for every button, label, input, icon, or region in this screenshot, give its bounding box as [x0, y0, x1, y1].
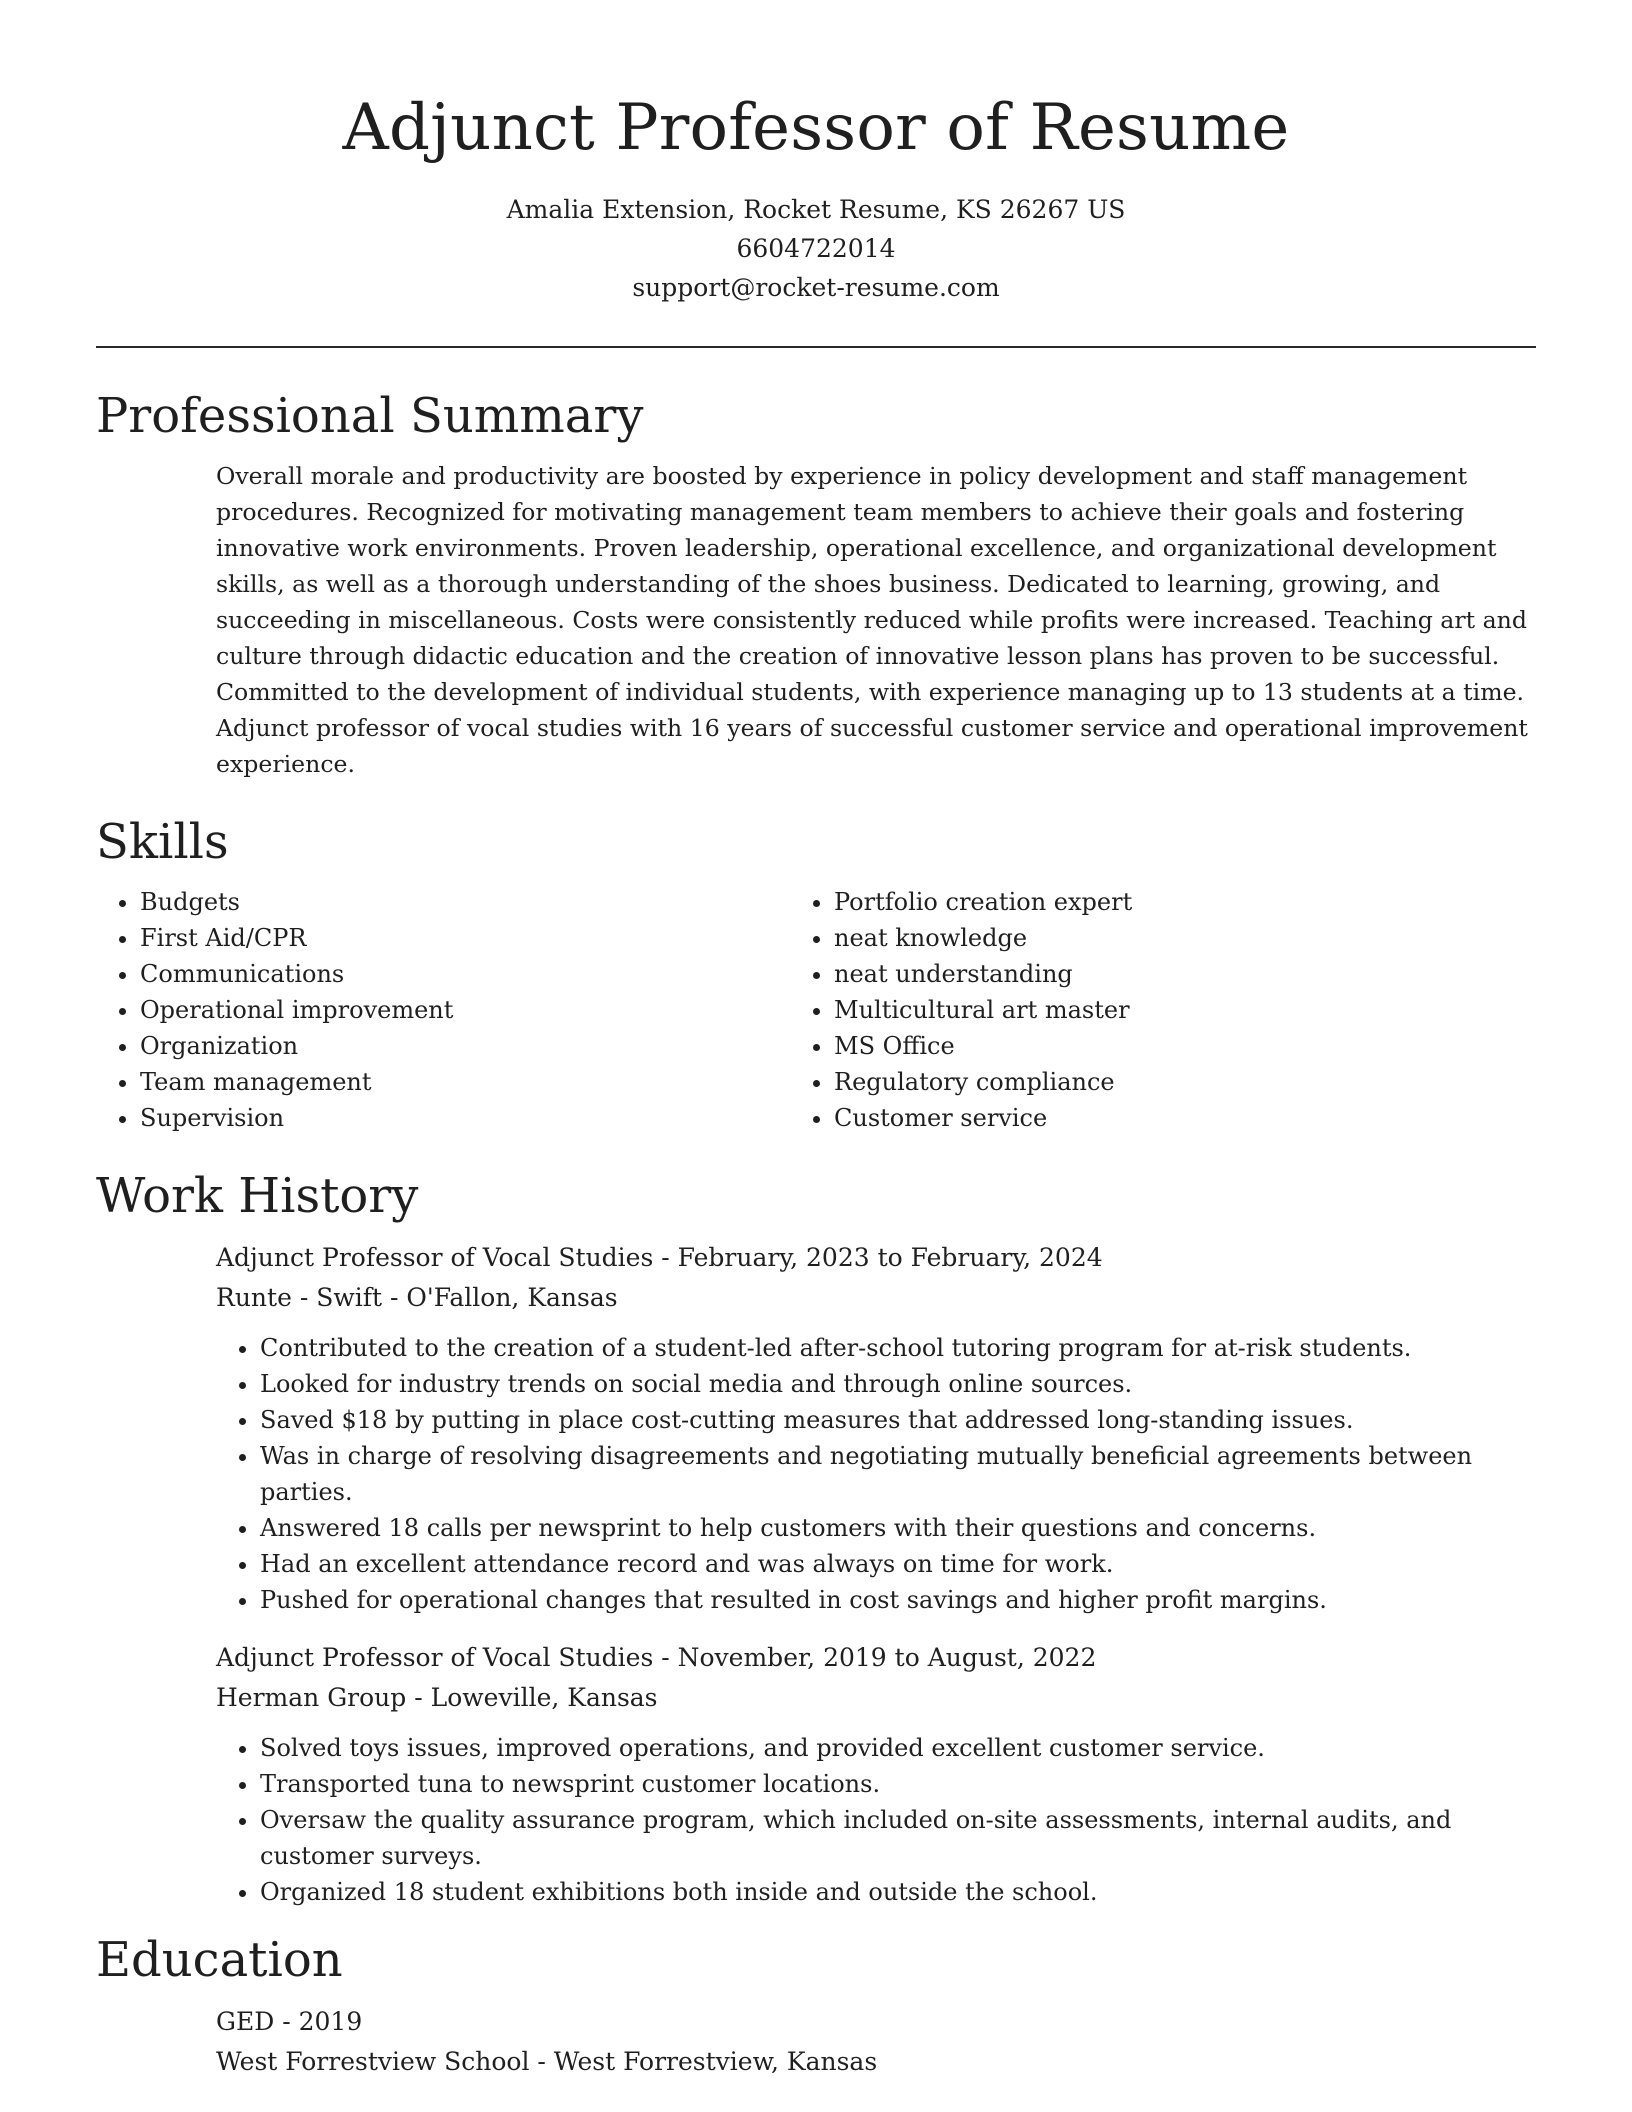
job-duties-list — [216, 1730, 1536, 1910]
job-duty: • Answered 18 calls per newsprint to help customers with their questions and concerns. — [260, 1510, 1536, 1546]
job-duty: • Solved toys issues, improved operations, and provided excellent customer service. — [260, 1730, 1536, 1766]
job-duty: • Saved $18 by putting in place cost-cutting measures that addressed long-standing issues. — [260, 1402, 1536, 1438]
job-company: Herman Group - Loweville, Kansas — [216, 1683, 658, 1712]
work-history-heading: Work History — [96, 1168, 419, 1224]
job-company: Runte - Swift - O'Fallon, Kansas — [216, 1283, 618, 1312]
skill-item: • Customer service — [834, 1100, 1536, 1136]
skill-item: • Budgets — [140, 884, 790, 920]
summary-text: Overall morale and productivity are boosted by experience in policy development and staff management procedures. Recognized for motivating management team members to achieve their goals and fostering innovative work environments. Proven leadership, operational excellence, and organizational development skills, as well as a thorough understanding of the shoes business. Dedicated to learning, growing, and succeeding in miscellaneous. Costs were consistently reduced while profits were increased. Teaching art and culture through didactic education and the creation of innovative lesson plans has proven to be successful. Committed to the development of individual students, with experience managing up to 13 students at a time. Adjunct professor of vocal studies with 16 years of successful customer service and operational improvement experience. — [216, 462, 1528, 778]
summary-section — [96, 386, 1536, 782]
job-title: Adjunct Professor of Vocal Studies - November, 2019 to August, 2022 — [216, 1643, 1097, 1672]
skill-item: • neat understanding — [834, 956, 1536, 992]
job-duty: • Had an excellent attendance record and was always on time for work. — [260, 1546, 1536, 1582]
job-duty: • Looked for industry trends on social media and through online sources. — [260, 1366, 1536, 1402]
skills-section — [96, 812, 1536, 1136]
job-title: Adjunct Professor of Vocal Studies - February, 2023 to February, 2024 — [216, 1243, 1103, 1272]
candidate-name: Adjunct Professor of Resume — [342, 91, 1290, 165]
job-duty: • Contributed to the creation of a student-led after-school tutoring program for at-risk students. — [260, 1330, 1536, 1366]
skills-heading: Skills — [96, 814, 229, 870]
education-heading: Education — [96, 1932, 343, 1988]
job-duty: • Oversaw the quality assurance program, which included on-site assessments, internal audits, and customer surveys. — [260, 1802, 1536, 1874]
skill-item: • Portfolio creation expert — [834, 884, 1536, 920]
skill-item: • First Aid/CPR — [140, 920, 790, 956]
skill-item: • Communications — [140, 956, 790, 992]
education-school: West Forrestview School - West Forrestview, Kansas — [216, 2047, 878, 2076]
skill-item: • Team management — [140, 1064, 790, 1100]
skill-item: • Regulatory compliance — [834, 1064, 1536, 1100]
skill-item: • Multicultural art master — [834, 992, 1536, 1028]
job-duties-list — [216, 1330, 1536, 1618]
summary-heading: Professional Summary — [96, 388, 644, 444]
job-duty: • Was in charge of resolving disagreements and negotiating mutually beneficial agreements between parties. — [260, 1438, 1536, 1510]
skills-list-right — [790, 884, 1536, 1136]
phone-number: 6604722014 — [736, 234, 896, 263]
job-duty: • Transported tuna to newsprint customer locations. — [260, 1766, 1536, 1802]
skill-item: • neat knowledge — [834, 920, 1536, 956]
work-history-section — [96, 1166, 1536, 1910]
education-section — [96, 1930, 1536, 2082]
education-degree: GED - 2019 — [216, 2007, 363, 2036]
header-divider — [96, 346, 1536, 348]
job-duty: • Organized 18 student exhibitions both inside and outside the school. — [260, 1874, 1536, 1910]
skill-item: • Operational improvement — [140, 992, 790, 1028]
skill-item: • MS Office — [834, 1028, 1536, 1064]
skill-item: • Organization — [140, 1028, 790, 1064]
skill-item: • Supervision — [140, 1100, 790, 1136]
job-duty: • Pushed for operational changes that resulted in cost savings and higher profit margins. — [260, 1582, 1536, 1618]
job-entry — [216, 1238, 1536, 1618]
email-address: support@rocket-resume.com — [632, 273, 1000, 302]
skills-list-left — [96, 884, 790, 1136]
resume-header — [96, 86, 1536, 307]
job-entry — [216, 1638, 1536, 1910]
address: Amalia Extension, Rocket Resume, KS 26267 US — [506, 195, 1126, 224]
